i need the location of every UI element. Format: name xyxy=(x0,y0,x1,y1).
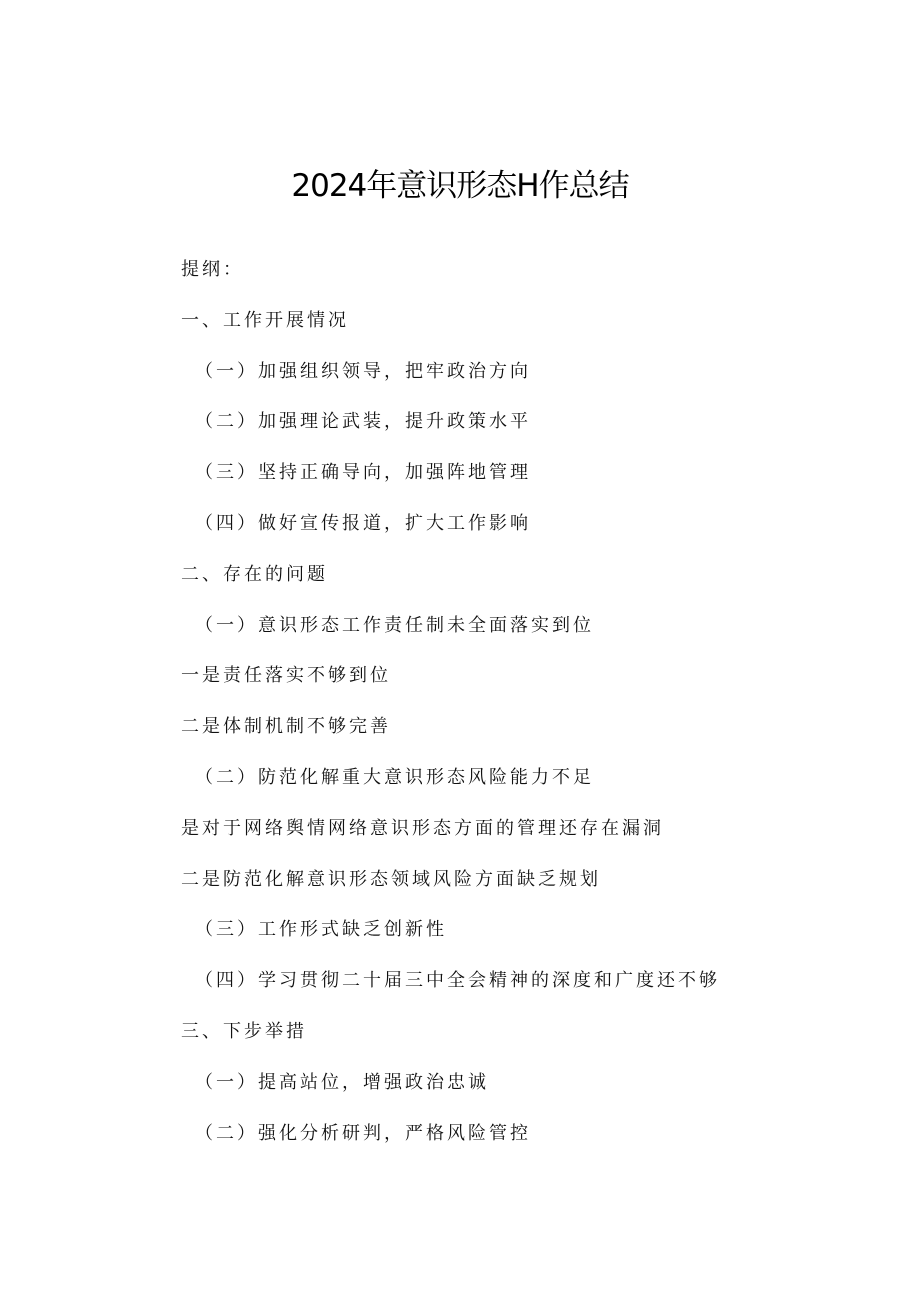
page-title: 2024年意识形态H作总结 xyxy=(291,168,629,204)
outline-list xyxy=(181,252,861,1166)
outline-subitem: （二）强化分析研判，严格风险管控 xyxy=(195,1122,531,1144)
outline-subitem: （一）意识形态工作责任制未全面落实到位 xyxy=(195,614,594,636)
outline-subitem: （一）提高站位，增强政治忠诚 xyxy=(195,1071,489,1093)
outline-subitem: （四）做好宣传报道，扩大工作影响 xyxy=(195,512,531,534)
outline-item: 二、存在的问题 xyxy=(181,563,328,585)
outline-item: 一、工作开展情况 xyxy=(181,309,349,331)
outline-subitem: （二）加强理论武装，提升政策水平 xyxy=(195,411,531,433)
outline-item: 是对于网络舆情网络意识形态方面的管理还存在漏洞 xyxy=(181,817,664,839)
outline-subitem: （四）学习贯彻二十届三中全会精神的深度和广度还不够 xyxy=(195,970,720,992)
outline-item: 一是责任落实不够到位 xyxy=(181,665,391,687)
outline-item: 提纲： xyxy=(181,259,244,280)
outline-subitem: （三）工作形式缺乏创新性 xyxy=(195,919,447,941)
outline-subitem: （三）坚持正确导向，加强阵地管理 xyxy=(195,462,531,484)
outline-item: 三、下步举措 xyxy=(181,1020,307,1042)
outline-item: 二是防范化解意识形态领域风险方面缺乏规划 xyxy=(181,868,601,890)
outline-subitem: （一）加强组织领导，把牢政治方向 xyxy=(195,360,531,382)
outline-subitem: （二）防范化解重大意识形态风险能力不足 xyxy=(195,766,594,788)
outline-item: 二是体制机制不够完善 xyxy=(181,716,391,738)
